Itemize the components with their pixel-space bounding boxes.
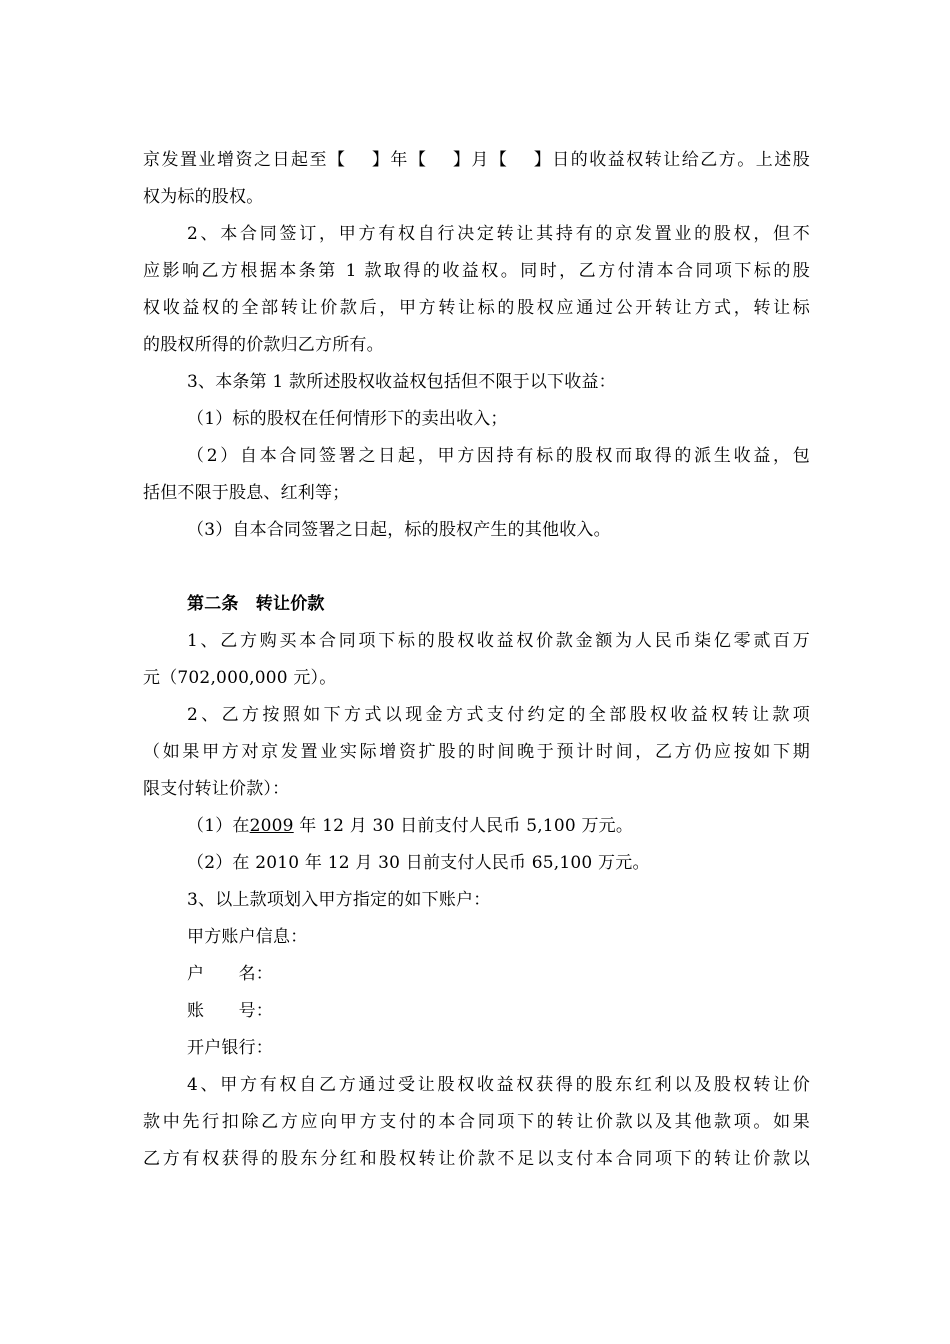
list-item: （1）标的股权在任何情形下的卖出收入；	[187, 409, 508, 429]
paragraph-line: 括但不限于股息、红利等；	[143, 483, 350, 503]
paragraph-line: 限支付转让价款）：	[143, 779, 290, 799]
document-body	[143, 142, 810, 1178]
paragraph-line: 应影响乙方根据本条第 1 款取得的收益权。同时，乙方付清本合同项下标的股	[143, 261, 810, 281]
paragraph-line: 2、本合同签订，甲方有权自行决定转让其持有的京发置业的股权，但不	[187, 224, 810, 244]
list-item: （2）在 2010 年 12 月 30 日前支付人民币 65,100 万元。	[187, 853, 650, 873]
account-info-label: 甲方账户信息：	[187, 927, 308, 947]
list-item: （2）自本合同签署之日起，甲方因持有标的股权而取得的派生收益，包	[187, 446, 810, 466]
paragraph-line: 3、本条第 1 款所述股权收益权包括但不限于以下收益：	[187, 372, 616, 392]
paragraph-line: 京发置业增资之日起至【 】年【 】月【 】日的收益权转让给乙方。上述股	[143, 150, 810, 170]
account-name-label: 户 名：	[187, 964, 273, 984]
underlined-year: 2009	[249, 816, 294, 836]
section-heading: 第二条 转让价款	[187, 594, 325, 614]
list-rest: 年 12 月 30 日前支付人民币 5,100 万元。	[293, 816, 634, 836]
paragraph-line: 元（702,000,000 元）。	[143, 668, 337, 688]
paragraph-line: 的股权所得的价款归乙方所有。	[143, 335, 384, 355]
paragraph-line: 1、乙方购买本合同项下标的股权收益权价款金额为人民币柒亿零贰百万	[187, 631, 810, 651]
bank-label: 开户银行：	[187, 1038, 273, 1058]
paragraph-line: 款中先行扣除乙方应向甲方支付的本合同项下的转让价款以及其他款项。如果	[143, 1112, 810, 1132]
list-prefix: （1）在	[187, 816, 250, 836]
paragraph-line: 乙方有权获得的股东分红和股权转让价款不足以支付本合同项下的转让价款以	[143, 1149, 810, 1169]
list-item	[143, 808, 810, 845]
paragraph-line: 权收益权的全部转让价款后，甲方转让标的股权应通过公开转让方式，转让标	[143, 298, 810, 318]
paragraph-line: 4、甲方有权自乙方通过受让股权收益权获得的股东红利以及股权转让价	[187, 1075, 810, 1095]
spacer	[143, 549, 810, 586]
list-item: （3）自本合同签署之日起，标的股权产生的其他收入。	[187, 520, 611, 540]
paragraph-line: 2、乙方按照如下方式以现金方式支付约定的全部股权收益权转让款项	[187, 705, 810, 725]
account-number-label: 账 号：	[187, 1001, 273, 1021]
paragraph-line: （如果甲方对京发置业实际增资扩股的时间晚于预计时间，乙方仍应按如下期	[143, 742, 810, 762]
paragraph-line: 权为标的股权。	[143, 187, 264, 207]
paragraph-line: 3、以上款项划入甲方指定的如下账户：	[187, 890, 491, 910]
